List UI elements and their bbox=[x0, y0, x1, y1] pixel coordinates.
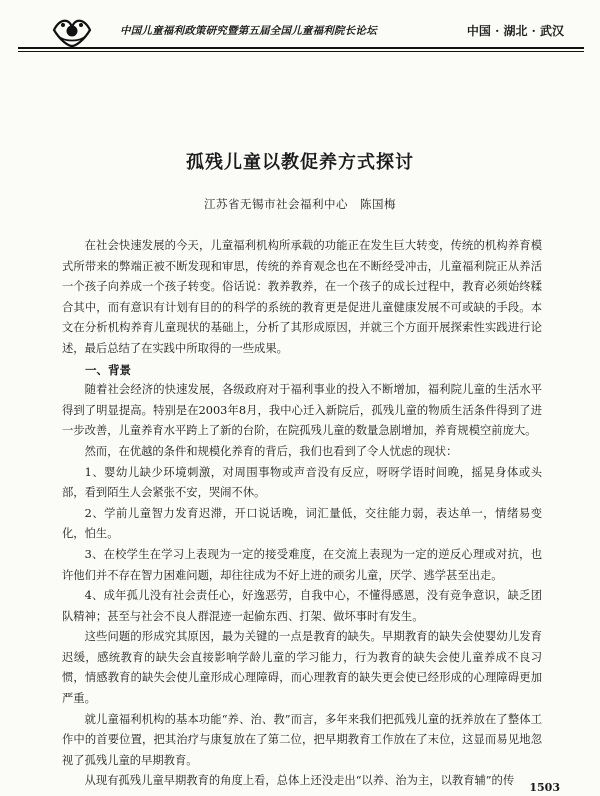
paragraph-2: 然而，在优越的条件和规模化养育的背后，我们也看到了令人忧虑的现状： bbox=[84, 444, 458, 458]
list-item-2: 2、学前儿童智力发育迟滞，开口说话晚，词汇量低，交往能力弱，表达单一，情绪易变化，怕生。 bbox=[62, 506, 542, 541]
conference-location: 中国 · 湖北 · 武汉 bbox=[466, 24, 564, 38]
abstract-paragraph: 在社会快速发展的今天，儿童福利机构所承载的功能正在发生巨大转变，传统的机构养育模式所带来的弊端正被不断发现和审思，传统的养育观念也在不断经受冲击，儿童福利院正从养活一个孩子向养成一个孩子转变。俗话说：教养教养，在一个孩子的成长过程中，教育必须始终糅合其中，而有意识有计划有目的的科学的系统的教育更是促进儿童健康发展不可或缺的手段。本文在分析机构养育儿童现状的基础上，分析了其形成原因，并就三个方面开展探索性实践进行论述，最后总结了在实践中所取得的一些成果。 bbox=[62, 239, 542, 355]
conference-logo-icon bbox=[52, 16, 92, 48]
article-body bbox=[62, 236, 542, 792]
section-heading-background: 一、背景 bbox=[85, 362, 131, 377]
header-rule bbox=[18, 47, 584, 52]
list-item-4: 4、成年孤儿没有社会责任心，好逸恶劳，自我中心，不懂得感恩，没有竞争意识，缺乏团队精神；甚至与社会不良人群混迹一起偷东西、打架、做坏事时有发生。 bbox=[62, 589, 542, 623]
paragraph-4: 就儿童福利机构的基本功能“养、治、教”而言，多年来我们把孤残儿童的抚养放在了整体工作中的首要位置，把其治疗与康复放在了第二位，把早期教育工作放在了末位，这显而易见地忽视了孤残儿童的早期教育。 bbox=[62, 712, 542, 767]
paragraph-1: 随着社会经济的快速发展，各级政府对于福利事业的投入不断增加，福利院儿童的生活水平得到了明显提高。特别是在2003年8月，我中心迁入新院后，孤残儿童的物质生活条件得到了进一步改善，儿童养育水平跨上了新的台阶，在院孤残儿童的数量急剧增加，养育规模空前庞大。 bbox=[62, 383, 542, 438]
conference-name: 中国儿童福利政策研究暨第五届全国儿童福利院长论坛 bbox=[120, 25, 377, 37]
list-item-1: 1、婴幼儿缺少环境刺激，对周围事物或声音没有反应，呀呀学语时间晚，摇晃身体或头部，看到陌生人会紧张不安，哭闹不休。 bbox=[62, 465, 542, 500]
paragraph-5: 从现有孤残儿童早期教育的角度上看，总体上还没走出“以养、治为主，以教育辅”的传 bbox=[84, 774, 515, 788]
article-title: 孤残儿童以教促养方式探讨 bbox=[186, 152, 414, 173]
paragraph-3: 这些问题的形成究其原因，最为关键的一点是教育的缺失。早期教育的缺失会使婴幼儿发育迟缓，感统教育的缺失会直接影响学龄儿童的学习能力，行为教育的缺失会使儿童养成不良习惯，情感教育的缺失会使儿童形成心理障碍，而心理教育的缺失更会使已经形成的心理障碍更加严重。 bbox=[62, 630, 542, 706]
page-header bbox=[18, 10, 584, 56]
list-item-3: 3、在校学生在学习上表现为一定的接受难度，在交流上表现为一定的逆反心理或对抗，也许他们并不存在智力困难问题，却往往成为不好上进的顽劣儿童，厌学、逃学甚至出走。 bbox=[62, 547, 542, 582]
page-number: 1503 bbox=[529, 781, 560, 794]
article-author: 江苏省无锡市社会福利中心 陈国梅 bbox=[204, 197, 396, 211]
